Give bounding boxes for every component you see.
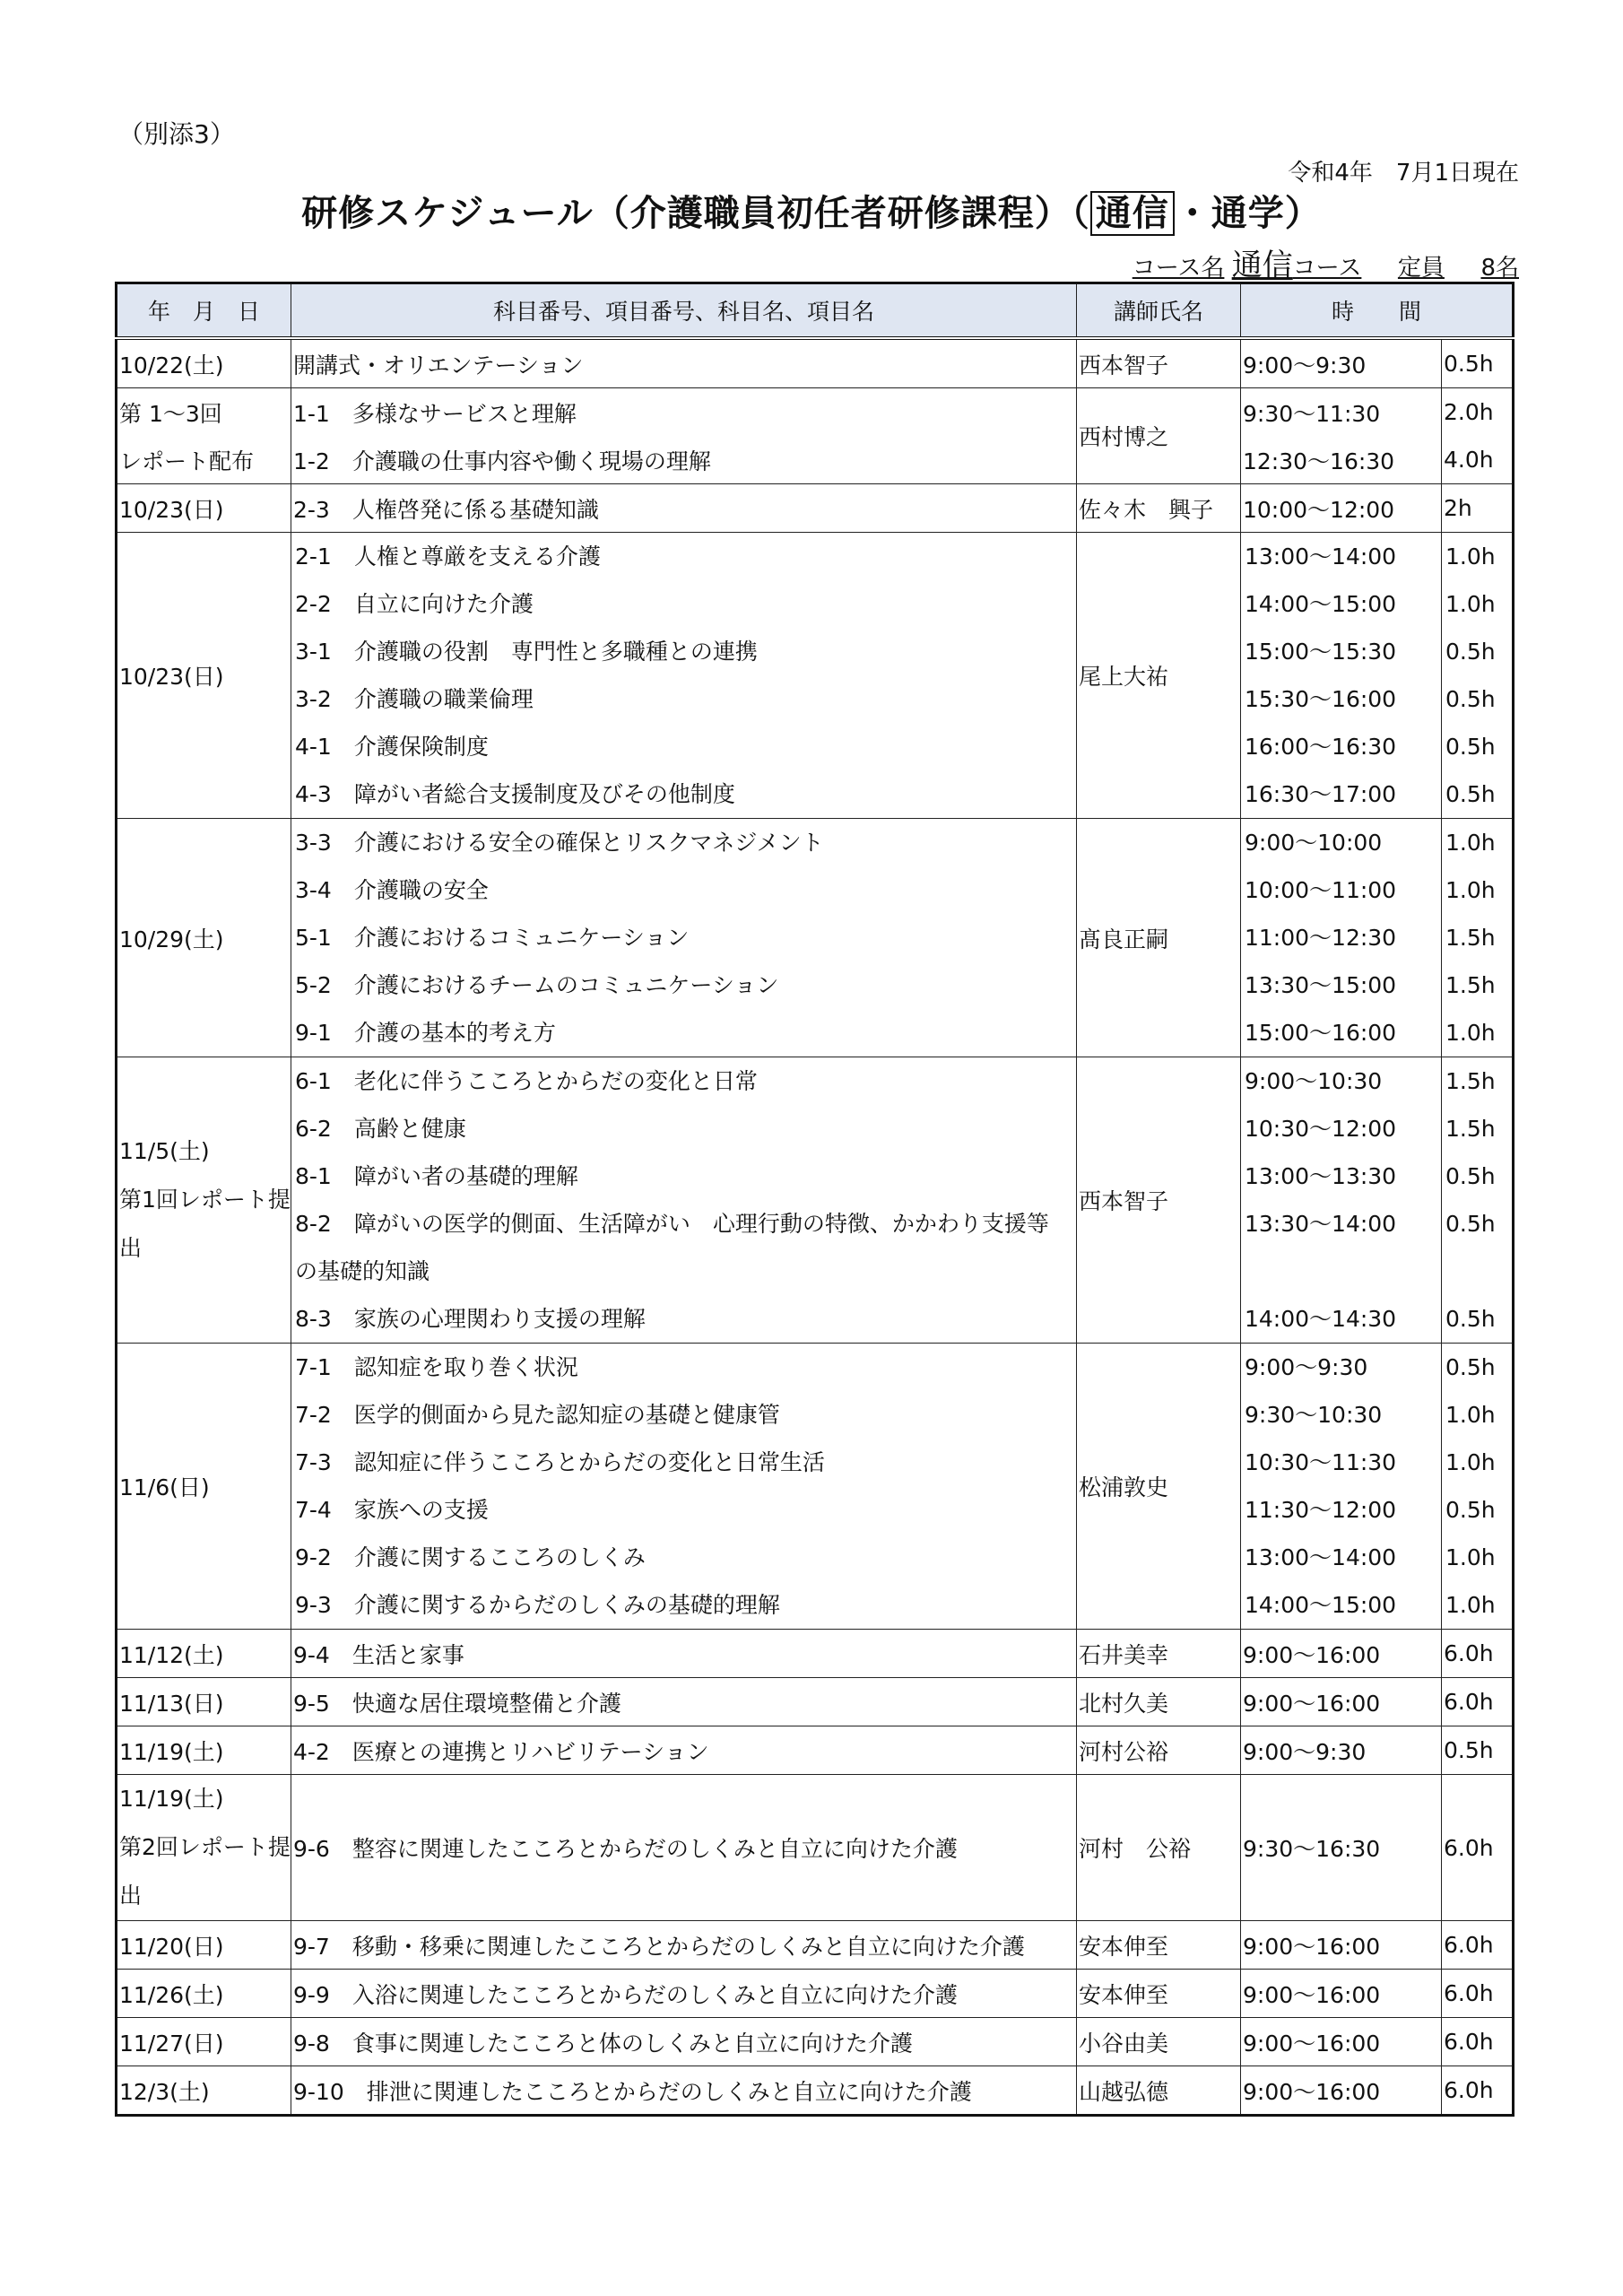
subject-item: 4-3 障がい者総合支援制度及びその他制度 (295, 781, 735, 807)
time-item: 15:00〜15:30 (1245, 639, 1397, 665)
time-cell: 9:00〜16:00 (1241, 1630, 1442, 1678)
table-row (117, 1678, 1514, 1726)
time-stack (1241, 1057, 1442, 1344)
subject-cell: 9-6 整容に関連したこころとからだのしくみと自立に向けた介護 (291, 1775, 1077, 1921)
table-row (117, 338, 1514, 388)
hours-item: 0.5h (1445, 1211, 1496, 1237)
date-cell: 10/23(日) (117, 484, 291, 533)
subject-cell: 9-9 入浴に関連したこころとからだのしくみと自立に向けた介護 (291, 1970, 1077, 2018)
hours-item: 0.5h (1445, 686, 1496, 712)
subject-item: の基礎的知識 (295, 1258, 430, 1284)
date-cell: 10/22(土) (117, 338, 291, 388)
subject-cell: 9-7 移動・移乗に関連したこころとからだのしくみと自立に向けた介護 (291, 1921, 1077, 1970)
time-item: 14:00〜14:30 (1245, 1306, 1397, 1332)
date-cell: 11/26(土) (117, 1970, 291, 2018)
time-cell: 9:30〜16:30 (1241, 1775, 1442, 1921)
time-item: 11:00〜12:30 (1245, 925, 1397, 951)
hours-stack (1442, 1057, 1514, 1344)
capacity-value: 8名 (1480, 255, 1519, 282)
table-row (117, 819, 1514, 1057)
hours-cell: 6.0h (1442, 2066, 1514, 2116)
time-stack (1241, 1344, 1442, 1630)
date-cell: 第 1〜3回 (117, 388, 291, 437)
time-cell: 9:00〜16:00 (1241, 1921, 1442, 1970)
time-item: 13:30〜15:00 (1245, 972, 1397, 998)
instructor-cell: 安本伸至 (1077, 1921, 1241, 1970)
hours-item: 1.0h (1445, 830, 1496, 856)
subject-item: 8-1 障がい者の基礎的理解 (295, 1163, 578, 1189)
hours-cell: 6.0h (1442, 1921, 1514, 1970)
subject-item: 8-2 障がいの医学的側面、生活障がい 心理行動の特徴、かかわり支援等 (295, 1211, 1049, 1237)
time-cell: 12:30〜16:30 (1241, 436, 1442, 484)
time-item: 13:00〜13:30 (1245, 1163, 1397, 1189)
subject-item: 9-2 介護に関するこころのしくみ (295, 1544, 646, 1570)
time-cell: 9:00〜9:30 (1241, 1726, 1442, 1775)
time-stack (1241, 819, 1442, 1057)
title-boxed-mode: 通信 (1090, 191, 1175, 236)
time-cell: 9:00〜16:00 (1241, 2066, 1442, 2116)
hours-item: 0.5h (1445, 1497, 1496, 1523)
subject-item: 7-2 医学的側面から見た認知症の基礎と健康管 (295, 1402, 780, 1428)
subject-stack (291, 1057, 1077, 1344)
subject-cell: 1-1 多様なサービスと理解 (291, 388, 1077, 437)
table-row (117, 436, 1514, 484)
time-item: 13:00〜14:00 (1245, 544, 1397, 570)
table-row (117, 1344, 1514, 1630)
course-suffix: コース (1292, 255, 1362, 282)
date-line: 11/19(土) (119, 1786, 224, 1812)
subject-item: 3-2 介護職の職業倫理 (295, 686, 534, 712)
time-cell: 9:00〜16:00 (1241, 1678, 1442, 1726)
date-cell: レポート配布 (117, 436, 291, 484)
hours-item: 0.5h (1445, 734, 1496, 760)
table-row (117, 1970, 1514, 2018)
date-cell: 11/13(日) (117, 1678, 291, 1726)
hours-cell: 6.0h (1442, 1678, 1514, 1726)
instructor-cell: 髙良正嗣 (1077, 819, 1241, 1057)
course-label: コース名 (1132, 255, 1225, 282)
table-row (117, 1921, 1514, 1970)
hours-cell: 0.5h (1442, 338, 1514, 388)
time-item: 14:00〜15:00 (1245, 1592, 1397, 1618)
table-row (117, 1630, 1514, 1678)
capacity-label: 定員 (1397, 255, 1445, 282)
attachment-label: （別添3） (118, 119, 235, 149)
date-cell: 11/12(土) (117, 1630, 291, 1678)
hours-cell: 6.0h (1442, 2018, 1514, 2066)
subject-item: 5-1 介護におけるコミュニケーション (295, 925, 690, 951)
time-item: 10:30〜12:00 (1245, 1116, 1397, 1142)
hours-cell: 2h (1442, 484, 1514, 533)
table-row (117, 1057, 1514, 1344)
instructor-cell: 西村博之 (1077, 388, 1241, 484)
time-item: 16:00〜16:30 (1245, 734, 1397, 760)
date-cell (117, 1057, 291, 1344)
hours-item: 1.0h (1445, 1544, 1496, 1570)
hours-cell: 6.0h (1442, 1775, 1514, 1921)
hours-item: 1.0h (1445, 1449, 1496, 1475)
hours-cell: 2.0h (1442, 388, 1514, 437)
date-cell (117, 1775, 291, 1921)
hours-stack (1442, 533, 1514, 819)
subject-stack (291, 533, 1077, 819)
date-cell: 11/19(土) (117, 1726, 291, 1775)
page-title (0, 185, 1623, 236)
time-cell: 9:30〜11:30 (1241, 388, 1442, 437)
date-cell: 11/20(日) (117, 1921, 291, 1970)
instructor-cell: 河村 公裕 (1077, 1775, 1241, 1921)
hours-item: 1.0h (1445, 591, 1496, 617)
hours-item: 0.5h (1445, 781, 1496, 807)
instructor-cell: 西本智子 (1077, 1057, 1241, 1344)
instructor-cell: 石井美幸 (1077, 1630, 1241, 1678)
course-info (1133, 240, 1519, 284)
subject-item: 7-3 認知症に伴うこころとからだの変化と日常生活 (295, 1449, 825, 1475)
schedule-table (115, 282, 1515, 2117)
subject-stack (291, 1344, 1077, 1630)
time-item: 11:30〜12:00 (1245, 1497, 1397, 1523)
hours-item: 1.5h (1445, 972, 1496, 998)
instructor-cell: 尾上大祐 (1077, 533, 1241, 819)
subject-cell: 9-4 生活と家事 (291, 1630, 1077, 1678)
hours-item: 1.0h (1445, 1592, 1496, 1618)
hours-item: 1.0h (1445, 544, 1496, 570)
subject-item: 6-1 老化に伴うこころとからだの変化と日常 (295, 1068, 758, 1094)
header-row (117, 283, 1514, 339)
hours-item: 0.5h (1445, 639, 1496, 665)
table-row (117, 2066, 1514, 2116)
header-date: 年 月 日 (117, 283, 291, 339)
date-cell: 10/29(土) (117, 819, 291, 1057)
table-row (117, 2018, 1514, 2066)
subject-cell: 9-10 排泄に関連したこころとからだのしくみと自立に向けた介護 (291, 2066, 1077, 2116)
header-instructor: 講師氏名 (1077, 283, 1241, 339)
hours-item: 0.5h (1445, 1306, 1496, 1332)
hours-cell: 6.0h (1442, 1630, 1514, 1678)
instructor-cell: 河村公裕 (1077, 1726, 1241, 1775)
hours-stack (1442, 1344, 1514, 1630)
subject-cell: 1-2 介護職の仕事内容や働く現場の理解 (291, 436, 1077, 484)
subject-item: 9-1 介護の基本的考え方 (295, 1020, 556, 1046)
date-note: 出 (119, 1883, 143, 1909)
date-cell: 12/3(土) (117, 2066, 291, 2116)
time-cell: 10:00〜12:00 (1241, 484, 1442, 533)
hours-item: 1.0h (1445, 1020, 1496, 1046)
subject-cell: 2-3 人権啓発に係る基礎知識 (291, 484, 1077, 533)
time-item: 14:00〜15:00 (1245, 591, 1397, 617)
subject-item: 2-1 人権と尊厳を支える介護 (295, 544, 601, 570)
subject-item: 2-2 自立に向けた介護 (295, 591, 534, 617)
subject-item: 3-1 介護職の役割 専門性と多職種との連携 (295, 639, 758, 665)
table-row (117, 533, 1514, 819)
instructor-cell: 北村久美 (1077, 1678, 1241, 1726)
instructor-cell: 松浦敦史 (1077, 1344, 1241, 1630)
course-name: 通信 (1231, 248, 1293, 283)
hours-item: 1.5h (1445, 925, 1496, 951)
hours-cell: 4.0h (1442, 436, 1514, 484)
instructor-cell: 山越弘德 (1077, 2066, 1241, 2116)
time-item: 13:30〜14:00 (1245, 1211, 1397, 1237)
time-stack (1241, 533, 1442, 819)
hours-item: 0.5h (1445, 1163, 1496, 1189)
subject-item: 6-2 高齢と健康 (295, 1116, 466, 1142)
hours-item: 1.0h (1445, 1402, 1496, 1428)
header-subject: 科目番号、項目番号、科目名、項目名 (291, 283, 1077, 339)
time-item: 13:00〜14:00 (1245, 1544, 1397, 1570)
table-row (117, 388, 1514, 437)
subject-cell: 4-2 医療との連携とリハビリテーション (291, 1726, 1077, 1775)
instructor-cell: 佐々木 興子 (1077, 484, 1241, 533)
date-note: 第1回レポート提 (119, 1187, 291, 1213)
subject-item: 8-3 家族の心理関わり支援の理解 (295, 1306, 646, 1332)
hours-cell: 0.5h (1442, 1726, 1514, 1775)
subject-item: 7-4 家族への支援 (295, 1497, 489, 1523)
hours-stack (1442, 819, 1514, 1057)
hours-item: 1.5h (1445, 1068, 1496, 1094)
subject-item: 4-1 介護保険制度 (295, 734, 489, 760)
table-row (117, 1726, 1514, 1775)
time-item: 15:30〜16:00 (1245, 686, 1397, 712)
time-item: 9:00〜10:30 (1245, 1068, 1383, 1094)
time-cell: 9:00〜16:00 (1241, 1970, 1442, 2018)
header-time: 時 間 (1241, 283, 1514, 339)
hours-item: 0.5h (1445, 1354, 1496, 1380)
subject-item: 5-2 介護におけるチームのコミュニケーション (295, 972, 779, 998)
time-cell: 9:00〜9:30 (1241, 338, 1442, 388)
table-row (117, 1775, 1514, 1921)
date-note: 出 (119, 1235, 143, 1261)
time-item: 10:00〜11:00 (1245, 877, 1397, 903)
subject-cell: 9-5 快適な居住環境整備と介護 (291, 1678, 1077, 1726)
hours-cell: 6.0h (1442, 1970, 1514, 2018)
time-item (1243, 1248, 1439, 1295)
subject-stack (291, 819, 1077, 1057)
time-item: 10:30〜11:30 (1245, 1449, 1397, 1475)
instructor-cell: 西本智子 (1077, 338, 1241, 388)
time-item: 16:30〜17:00 (1245, 781, 1397, 807)
hours-item: 1.0h (1445, 877, 1496, 903)
subject-item: 7-1 認知症を取り巻く状況 (295, 1354, 578, 1380)
time-item: 15:00〜16:00 (1245, 1020, 1397, 1046)
subject-item: 9-3 介護に関するからだのしくみの基礎的理解 (295, 1592, 780, 1618)
subject-item: 3-4 介護職の安全 (295, 877, 489, 903)
date-cell: 11/27(日) (117, 2018, 291, 2066)
instructor-cell: 小谷由美 (1077, 2018, 1241, 2066)
hours-item (1444, 1248, 1510, 1295)
date-line: 11/5(土) (119, 1138, 210, 1164)
hours-item: 1.5h (1445, 1116, 1496, 1142)
time-item: 9:30〜10:30 (1245, 1402, 1383, 1428)
as-of-date: 令和4年 7月1日現在 (1288, 160, 1519, 187)
date-cell: 11/6(日) (117, 1344, 291, 1630)
subject-cell: 9-8 食事に関連したこころと体のしくみと自立に向けた介護 (291, 2018, 1077, 2066)
subject-item: 3-3 介護における安全の確保とリスクマネジメント (295, 830, 824, 856)
time-item: 9:00〜10:00 (1245, 830, 1383, 856)
table-row (117, 484, 1514, 533)
instructor-cell: 安本伸至 (1077, 1970, 1241, 2018)
time-item: 9:00〜9:30 (1245, 1354, 1368, 1380)
title-main: 研修スケジュール（介護職員初任者研修課程）（ (301, 193, 1090, 234)
time-cell: 9:00〜16:00 (1241, 2018, 1442, 2066)
date-note: 第2回レポート提 (119, 1834, 291, 1860)
title-tail: ・通学） (1174, 193, 1322, 234)
date-cell: 10/23(日) (117, 533, 291, 819)
subject-cell: 開講式・オリエンテーション (291, 338, 1077, 388)
